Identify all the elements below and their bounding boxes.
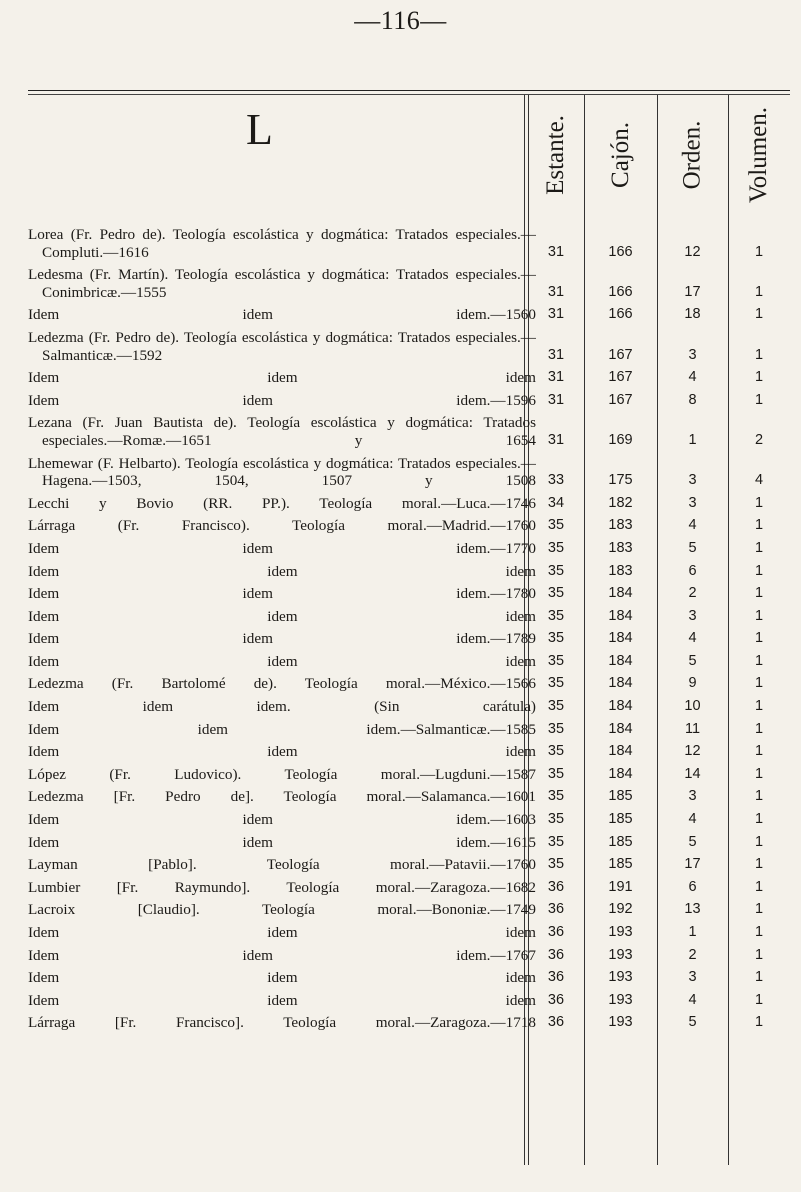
- volumen-number: 1: [754, 946, 764, 963]
- volumen-number: 1: [754, 833, 764, 850]
- orden-number: 12: [684, 743, 701, 760]
- orden-number: 5: [688, 1014, 697, 1031]
- catalog-entry: [28, 455, 790, 490]
- page-number: —116—: [354, 6, 447, 35]
- cajon-number: 185: [608, 856, 633, 873]
- cajon-number: 182: [608, 494, 633, 511]
- volumen-number: 1: [754, 878, 764, 895]
- estante-number: 34: [547, 494, 565, 511]
- entry-location: [528, 284, 790, 302]
- entry-title: Idem idem idem.—1596 .....: [28, 392, 536, 410]
- volumen-number: 1: [754, 856, 764, 873]
- cajon-number: 167: [608, 346, 633, 363]
- volumen-number: 1: [754, 788, 764, 805]
- estante-number: 35: [547, 788, 565, 805]
- entry-location: [528, 630, 790, 648]
- entry-title: Idem idem idem.—1560 .....: [28, 306, 536, 324]
- entry-location: [528, 563, 790, 581]
- orden-number: 1: [688, 924, 697, 940]
- orden-number: 3: [688, 472, 697, 489]
- orden-number: 17: [684, 283, 701, 300]
- catalog-entry: [28, 608, 790, 626]
- column-header-volumen: Volumen.: [745, 106, 773, 204]
- orden-number: 4: [688, 630, 697, 647]
- entry-location: [528, 879, 790, 897]
- catalog-entry: [28, 698, 790, 716]
- catalog-entry: [28, 266, 790, 301]
- cajon-number: 184: [608, 765, 633, 782]
- estante-number: 35: [547, 562, 565, 579]
- volumen-number: 1: [754, 391, 764, 408]
- cajon-number: 167: [608, 391, 633, 408]
- catalog-entry: [28, 879, 790, 897]
- orden-number: 12: [684, 243, 701, 260]
- estante-number: 31: [547, 391, 565, 408]
- entry-location: [528, 969, 790, 987]
- entry-title: Lorea (Fr. Pedro de). Teología escolástica y dogmática: Tratados especiales.—Compluti.—1616 .....: [28, 226, 536, 261]
- cajon-number: 193: [608, 1014, 633, 1031]
- estante-number: 31: [547, 369, 565, 386]
- entry-title: Idem idem idem.—1789 .....: [28, 630, 536, 648]
- volumen-number: 1: [754, 562, 764, 579]
- orden-number: 5: [688, 652, 697, 669]
- entry-location: [528, 947, 790, 965]
- entry-title: Idem idem idem .....: [28, 653, 536, 671]
- volumen-number: 1: [754, 243, 764, 260]
- catalog-entry: [28, 540, 790, 558]
- entry-title: Idem idem idem .....: [28, 608, 536, 626]
- column-header-estante: Estante.: [542, 115, 569, 195]
- volumen-number: 2: [754, 431, 764, 448]
- catalog-entry: [28, 969, 790, 987]
- estante-number: 35: [547, 652, 565, 669]
- orden-number: 6: [688, 878, 697, 895]
- entry-location: [528, 653, 790, 671]
- cajon-number: 193: [608, 924, 633, 940]
- cajon-number: 185: [608, 811, 633, 828]
- cajon-number: 166: [608, 243, 633, 260]
- entry-title: Lezana (Fr. Juan Bautista de). Teología escolástica y dogmática: Tratados especiales.—Romæ.—1651 y 1654 .....: [28, 414, 536, 449]
- estante-number: 35: [547, 607, 565, 624]
- entry-title: Lárraga [Fr. Francisco]. Teología moral.—Zaragoza.—1718 .....: [28, 1014, 536, 1032]
- entry-title: Ledezma (Fr. Bartolomé de). Teología moral.—México.—1566 .....: [28, 675, 536, 693]
- cajon-number: 184: [608, 698, 633, 715]
- entry-location: [528, 901, 790, 919]
- catalog-entry: [28, 1014, 790, 1032]
- volumen-number: 1: [754, 283, 764, 300]
- volumen-number: 1: [754, 969, 764, 986]
- catalog-entry: [28, 834, 790, 852]
- orden-number: 13: [684, 901, 701, 918]
- volumen-number: 1: [754, 585, 764, 602]
- catalog-entry: [28, 856, 790, 874]
- entry-location: [528, 608, 790, 626]
- entry-location: [528, 244, 790, 262]
- volumen-number: 1: [754, 991, 764, 1008]
- entry-title: Idem idem idem. (Sin carátula) .....: [28, 698, 536, 716]
- estante-number: 35: [547, 585, 565, 602]
- catalog-entry: [28, 563, 790, 581]
- catalog-entry: [28, 721, 790, 739]
- entry-location: [528, 856, 790, 874]
- entry-location: [528, 432, 790, 450]
- orden-number: 2: [688, 946, 697, 963]
- volumen-number: 1: [754, 346, 764, 363]
- volumen-number: 1: [754, 369, 764, 386]
- entry-location: [528, 540, 790, 558]
- catalog-entry: [28, 901, 790, 919]
- entry-title: Idem idem idem .....: [28, 969, 536, 987]
- entry-title: Idem idem idem.—1770 .....: [28, 540, 536, 558]
- volumen-number: 4: [754, 472, 764, 489]
- cajon-number: 175: [608, 472, 633, 489]
- estante-number: 35: [547, 698, 565, 715]
- estante-number: 35: [547, 630, 565, 647]
- entry-title: Idem idem idem .....: [28, 369, 536, 387]
- cajon-number: 184: [608, 630, 633, 647]
- volumen-number: 1: [754, 607, 764, 624]
- entry-title: Lhemewar (F. Helbarto). Teología escolástica y dogmática: Tratados especiales.—Hagena.—1503, 1504, 1507 y 1508 .....: [28, 455, 536, 490]
- orden-number: 14: [684, 765, 701, 782]
- entry-title: Idem idem idem.—Salmanticæ.—1585 .....: [28, 721, 536, 739]
- orden-number: 9: [688, 675, 697, 692]
- entry-location: [528, 517, 790, 535]
- estante-number: 35: [547, 833, 565, 850]
- catalog-entry: [28, 743, 790, 761]
- volumen-number: 1: [754, 652, 764, 669]
- entry-location: [528, 495, 790, 513]
- entry-title: Ledezma [Fr. Pedro de]. Teología moral.—Salamanca.—1601 .....: [28, 788, 536, 806]
- estante-number: 36: [547, 878, 565, 895]
- orden-number: 8: [688, 391, 697, 408]
- catalog-entry: [28, 392, 790, 410]
- orden-number: 3: [688, 494, 697, 511]
- orden-number: 5: [688, 539, 697, 556]
- estante-number: 36: [547, 901, 565, 918]
- cajon-number: 184: [608, 675, 633, 692]
- cajon-number: 193: [608, 946, 633, 963]
- cajon-number: 184: [608, 652, 633, 669]
- entry-title: Lumbier [Fr. Raymundo]. Teología moral.—Zaragoza.—1682 .....: [28, 879, 536, 897]
- volumen-number: 1: [754, 811, 764, 828]
- entry-location: [528, 306, 790, 324]
- entry-title: Idem idem idem .....: [28, 563, 536, 581]
- volumen-number: 1: [754, 306, 764, 323]
- volumen-number: 1: [754, 630, 764, 647]
- orden-number: 3: [688, 969, 697, 986]
- orden-number: 4: [688, 517, 697, 534]
- orden-number: 17: [684, 856, 701, 873]
- estante-number: 36: [547, 946, 565, 963]
- orden-number: 4: [688, 811, 697, 828]
- entry-title: Idem idem idem.—1767 .....: [28, 947, 536, 965]
- estante-number: 31: [547, 283, 565, 300]
- catalog-entry: [28, 766, 790, 784]
- cajon-number: 191: [608, 878, 633, 895]
- cajon-number: 185: [608, 833, 633, 850]
- orden-number: 3: [688, 788, 697, 805]
- entry-title: Idem idem idem.—1603 .....: [28, 811, 536, 829]
- entry-location: [528, 369, 790, 387]
- volumen-number: 1: [754, 901, 764, 918]
- orden-number: 3: [688, 607, 697, 624]
- volumen-number: 1: [754, 765, 764, 782]
- orden-number: 4: [688, 991, 697, 1008]
- cajon-number: 185: [608, 788, 633, 805]
- cajon-number: 193: [608, 969, 633, 986]
- column-header-cajon: Cajón.: [606, 122, 634, 188]
- entry-location: [528, 675, 790, 693]
- entry-title: Idem idem idem .....: [28, 743, 536, 761]
- entry-location: [528, 698, 790, 716]
- cajon-number: 184: [608, 743, 633, 760]
- entry-location: [528, 924, 790, 942]
- catalog-entry: [28, 414, 790, 449]
- cajon-number: 184: [608, 607, 633, 624]
- estante-number: 36: [547, 991, 565, 1008]
- volumen-number: 1: [754, 494, 764, 511]
- entry-location: [528, 721, 790, 739]
- entry-location: [528, 992, 790, 1010]
- estante-number: 31: [547, 346, 565, 363]
- entry-location: [528, 472, 790, 490]
- section-letter: L: [246, 105, 273, 154]
- entry-title: Idem idem idem .....: [28, 924, 536, 942]
- entry-title: Ledesma (Fr. Martín). Teología escolástica y dogmática: Tratados especiales.—Conimbricæ.—1555 .....: [28, 266, 536, 301]
- cajon-number: 166: [608, 306, 633, 323]
- cajon-number: 183: [608, 562, 633, 579]
- volumen-number: 1: [754, 1014, 764, 1031]
- entry-location: [528, 392, 790, 410]
- cajon-number: 193: [608, 991, 633, 1008]
- orden-number: 18: [684, 306, 701, 323]
- catalog-entry: [28, 653, 790, 671]
- header-rule-inner: [28, 94, 790, 95]
- entry-location: [528, 743, 790, 761]
- entry-location: [528, 834, 790, 852]
- orden-number: 4: [688, 369, 697, 386]
- estante-number: 35: [547, 539, 565, 556]
- estante-number: 33: [547, 472, 565, 489]
- cajon-number: 183: [608, 539, 633, 556]
- orden-number: 1: [688, 431, 697, 448]
- entry-title: Layman [Pablo]. Teología moral.—Patavii.—1760 .....: [28, 856, 536, 874]
- entry-location: [528, 585, 790, 603]
- estante-number: 35: [547, 675, 565, 692]
- cajon-number: 169: [608, 431, 633, 448]
- entry-location: [528, 788, 790, 806]
- catalog-entry: [28, 675, 790, 693]
- estante-number: 36: [547, 969, 565, 986]
- entry-title: López (Fr. Ludovico). Teología moral.—Lugduni.—1587 .....: [28, 766, 536, 784]
- catalog-entry: [28, 369, 790, 387]
- estante-number: 36: [547, 924, 565, 940]
- orden-number: 11: [684, 720, 701, 737]
- catalog-entry: [28, 517, 790, 535]
- entry-title: Lacroix [Claudio]. Teología moral.—Bononiæ.—1749 .....: [28, 901, 536, 919]
- estante-number: 35: [547, 743, 565, 760]
- column-header-orden: Orden.: [678, 120, 706, 190]
- volumen-number: 1: [754, 720, 764, 737]
- entry-location: [528, 347, 790, 365]
- catalog-entry: [28, 630, 790, 648]
- cajon-number: 192: [608, 901, 633, 918]
- orden-number: 2: [688, 585, 697, 602]
- orden-number: 3: [688, 346, 697, 363]
- cajon-number: 184: [608, 720, 633, 737]
- cajon-number: 166: [608, 283, 633, 300]
- cajon-number: 184: [608, 585, 633, 602]
- header-rule: [28, 90, 790, 91]
- estante-number: 35: [547, 517, 565, 534]
- orden-number: 5: [688, 833, 697, 850]
- estante-number: 36: [547, 1014, 565, 1031]
- catalog-entry: [28, 585, 790, 603]
- estante-number: 35: [547, 811, 565, 828]
- catalog-entry: [28, 495, 790, 513]
- entry-location: [528, 766, 790, 784]
- entry-location: [528, 811, 790, 829]
- volumen-number: 1: [754, 698, 764, 715]
- catalog-entry: [28, 226, 790, 261]
- estante-number: 31: [547, 306, 565, 323]
- estante-number: 35: [547, 765, 565, 782]
- entry-title: Idem idem idem .....: [28, 992, 536, 1010]
- entry-title: Idem idem idem.—1780 .....: [28, 585, 536, 603]
- catalog-entries: [28, 226, 790, 1037]
- cajon-number: 167: [608, 369, 633, 386]
- estante-number: 31: [547, 243, 565, 260]
- volumen-number: 1: [754, 539, 764, 556]
- estante-number: 31: [547, 431, 565, 448]
- entry-title: Lárraga (Fr. Francisco). Teología moral.—Madrid.—1760 .....: [28, 517, 536, 535]
- catalog-entry: [28, 992, 790, 1010]
- entry-title: Idem idem idem.—1615 .....: [28, 834, 536, 852]
- orden-number: 6: [688, 562, 697, 579]
- catalog-entry: [28, 329, 790, 364]
- catalog-entry: [28, 947, 790, 965]
- estante-number: 35: [547, 720, 565, 737]
- orden-number: 10: [684, 698, 701, 715]
- volumen-number: 1: [754, 675, 764, 692]
- catalog-entry: [28, 811, 790, 829]
- catalog-entry: [28, 306, 790, 324]
- volumen-number: 1: [754, 924, 764, 940]
- catalog-entry: [28, 924, 790, 942]
- estante-number: 35: [547, 856, 565, 873]
- entry-title: Lecchi y Bovio (RR. PP.). Teología moral.—Luca.—1746 .....: [28, 495, 536, 513]
- catalog-entry: [28, 788, 790, 806]
- volumen-number: 1: [754, 517, 764, 534]
- entry-title: Ledezma (Fr. Pedro de). Teología escolástica y dogmática: Tratados especiales.—Salmanticæ.—1592 .....: [28, 329, 536, 364]
- volumen-number: 1: [754, 743, 764, 760]
- cajon-number: 183: [608, 517, 633, 534]
- entry-location: [528, 1014, 790, 1032]
